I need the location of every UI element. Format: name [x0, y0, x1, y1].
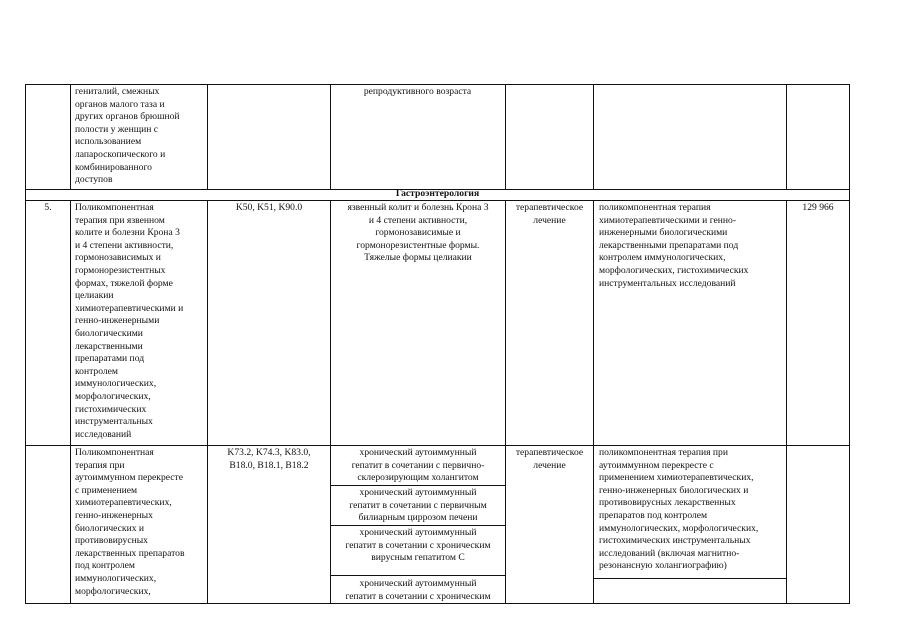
col-border	[593, 84, 594, 190]
cell-icd-codes: K50, K51, K90.0	[235, 202, 303, 213]
row5-bottom-border	[25, 445, 849, 446]
cell-patient-model: хронический аутоиммунный гепатит в сочетании с хроническим	[345, 578, 491, 602]
col-border	[207, 84, 208, 190]
col-border	[70, 84, 71, 190]
cell-method-name: Поликомпонентная терапия при аутоиммунном перекресте с применением химиотерапевтических, генно-инженерных биологических и противовирусных лекарственных препаратов под контролем иммунологических, морфологических,	[75, 447, 185, 597]
col-border	[207, 200, 208, 604]
cell-row-number: 5.	[44, 202, 52, 213]
col-border	[593, 200, 594, 604]
col-border	[849, 84, 850, 190]
col-border	[25, 84, 26, 190]
cell-treatment-type: терапевтическое лечение	[515, 202, 584, 226]
cell-treatment-type: терапевтическое лечение	[515, 447, 584, 471]
section-title: Гастроэнтерология	[395, 188, 480, 199]
col-border	[330, 84, 331, 190]
cell-cost: 129 966	[802, 202, 834, 213]
col-border	[505, 200, 506, 604]
cell-patient-model: хронический аутоиммунный гепатит в сочетании с первично- склерозирующим холангитом	[351, 447, 485, 484]
cell-patient-model: хронический аутоиммунный гепатит в сочетании с первичным билиарным циррозом печени	[349, 487, 487, 524]
col-border	[25, 200, 26, 604]
col-border	[786, 84, 787, 190]
table-top-border	[25, 84, 849, 85]
col-border	[505, 84, 506, 190]
subrow-divider	[330, 575, 505, 576]
cell-treatment-method: поликомпонентная терапия химиотерапевтическими и генно- инженерными биологическими лекарственными препаратами под контролем иммунологических, морфологических, гистохимических инструментальных исследований	[599, 202, 749, 289]
cell-patient-model: язвенный колит и болезнь Крона 3 и 4 степени активности, гормонозависимые и гормонорезистентные формы. Тяжелые формы целиакии	[347, 202, 489, 264]
col-border	[849, 200, 850, 604]
cell-method-name-continued: гениталий, смежных органов малого таза и других органов брюшной полости у женщин с использованием лапароскопического и комбинированного доступов	[75, 86, 180, 186]
cell-patient-model: хронический аутоиммунный гепатит в сочетании с хроническим вирусным гепатитом C	[345, 527, 491, 564]
cell-model-continued: репродуктивного возраста	[363, 86, 472, 97]
cell-method-name: Поликомпонентная терапия при язвенном колите и болезни Крона 3 и 4 степени активности, гормонозависимых и гормонорезистентных формах, тяжелой форме целиакии химиотерапевтическими и генно-инженерными биологическими лекарственными препаратами под контролем иммунологических, морфологических, гистохимических инструментальных исследований	[75, 202, 184, 440]
col-border	[786, 200, 787, 604]
subrow-divider	[330, 525, 505, 526]
col-border	[70, 200, 71, 604]
col-border	[330, 200, 331, 604]
cell-treatment-method: поликомпонентная терапия при аутоиммунном перекресте с применением химиотерапевтических, генно-инженерных биологических и противовирусных лекарственных препаратов под контролем иммунологических, морфологических, гистохимических инструментальных исследований (включая магнитно- резонансную холангиографию)	[599, 447, 759, 572]
subrow-divider	[330, 485, 505, 486]
cell-icd-codes: K73.2, K74.3, K83.0, B18.0, B18.1, B18.2	[227, 447, 311, 471]
subrow-divider	[593, 578, 786, 579]
